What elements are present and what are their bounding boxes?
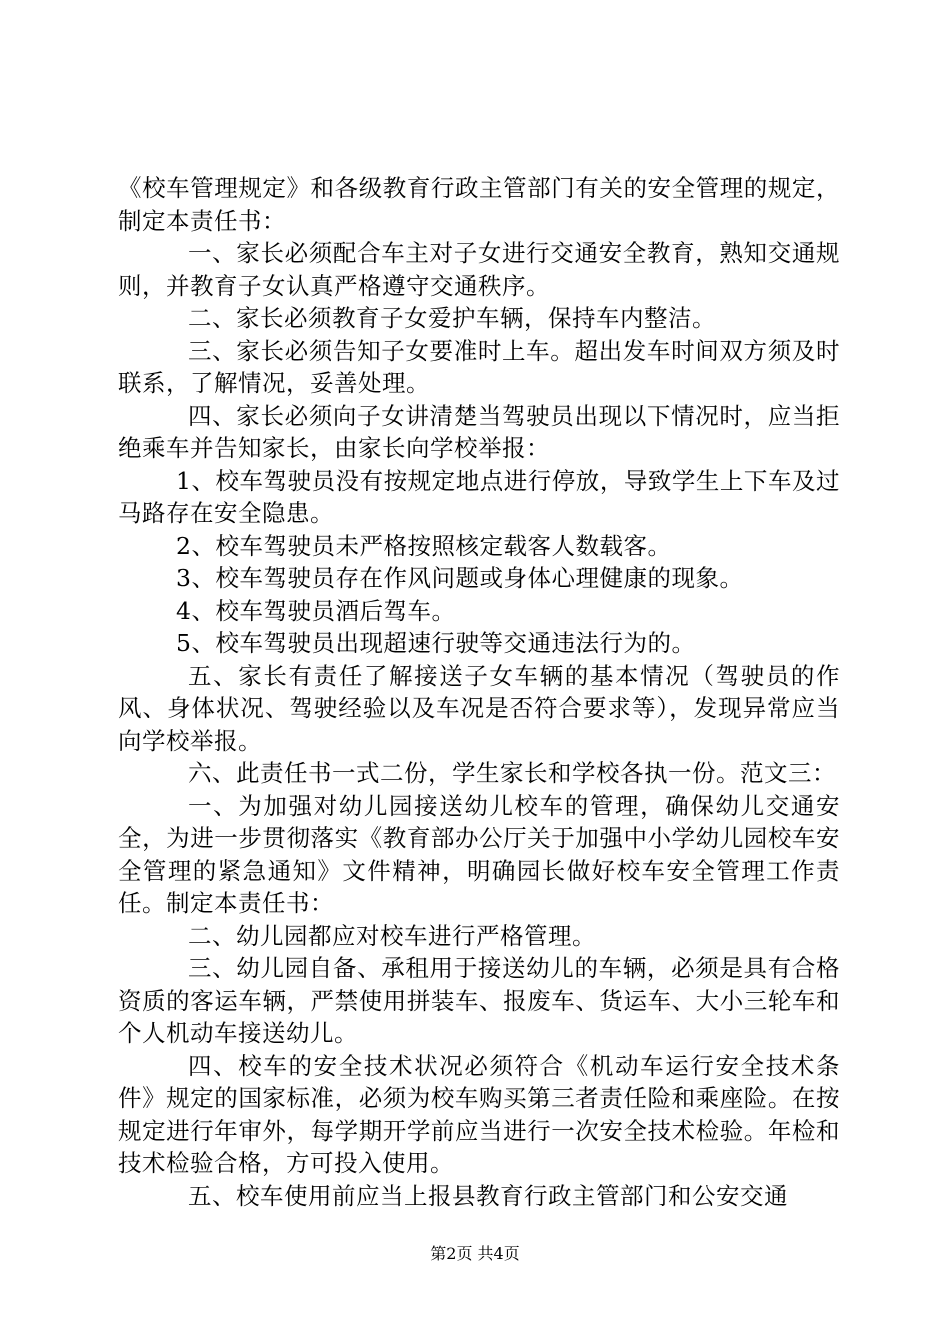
document-body bbox=[118, 172, 840, 1212]
paragraph-intro: 《校车管理规定》和各级教育行政主管部门有关的安全管理的规定，制定本责任书： bbox=[118, 174, 840, 235]
paragraph-sample3-item-5: 五、校车使用前应当上报县教育行政主管部门和公安交通 bbox=[188, 1181, 788, 1210]
paragraph-sample3-item-1: 一、为加强对幼儿园接送幼儿校车的管理，确保幼儿交通安全，为进一步贯彻落实《教育部办公厅关于加强中小学幼儿园校车安全管理的紧急通知》文件精神，明确园长做好校车安全管理工作责任。制定本责任书： bbox=[118, 791, 840, 917]
paragraph-sample3-item-3: 三、幼儿园自备、承租用于接送幼儿的车辆，必须是具有合格资质的客运车辆，严禁使用拼装车、报废车、货运车、大小三轮车和个人机动车接送幼儿。 bbox=[118, 954, 840, 1047]
paragraph-subitem-3: 3、校车驾驶员存在作风问题或身体心理健康的现象。 bbox=[176, 564, 744, 592]
paragraph-sample3-item-4: 四、校车的安全技术状况必须符合《机动车运行安全技术条件》规定的国家标准，必须为校车购买第三者责任险和乘座险。在按规定进行年审外，每学期开学前应当进行一次安全技术检验。年检和技术检验合格，方可投入使用。 bbox=[118, 1051, 840, 1177]
paragraph-item-1: 一、家长必须配合车主对子女进行交通安全教育，熟知交通规则，并教育子女认真严格遵守交通秩序。 bbox=[118, 239, 840, 300]
paragraph-subitem-5: 5、校车驾驶员出现超速行驶等交通违法行为的。 bbox=[176, 629, 696, 657]
paragraph-item-2: 二、家长必须教育子女爱护车辆，保持车内整洁。 bbox=[188, 304, 716, 332]
paragraph-item-5: 五、家长有责任了解接送子女车辆的基本情况（驾驶员的作风、身体状况、驾驶经验以及车况是否符合要求等），发现异常应当向学校举报。 bbox=[118, 661, 840, 755]
page-number-footer: 第2页 共4页 bbox=[430, 1244, 520, 1263]
paragraph-sample3-item-2: 二、幼儿园都应对校车进行严格管理。 bbox=[188, 921, 596, 950]
paragraph-item-3: 三、家长必须告知子女要准时上车。超出发车时间双方须及时联系，了解情况，妥善处理。 bbox=[118, 336, 840, 397]
paragraph-item-6: 六、此责任书一式二份，学生家长和学校各执一份。范文三： bbox=[188, 759, 836, 787]
paragraph-item-4: 四、家长必须向子女讲清楚当驾驶员出现以下情况时，应当拒绝乘车并告知家长，由家长向学校举报： bbox=[118, 401, 840, 462]
paragraph-subitem-1: 1、校车驾驶员没有按规定地点进行停放，导致学生上下车及过马路存在安全隐患。 bbox=[118, 466, 840, 527]
paragraph-subitem-4: 4、校车驾驶员酒后驾车。 bbox=[176, 596, 456, 625]
paragraph-subitem-2: 2、校车驾驶员未严格按照核定载客人数载客。 bbox=[176, 531, 672, 560]
